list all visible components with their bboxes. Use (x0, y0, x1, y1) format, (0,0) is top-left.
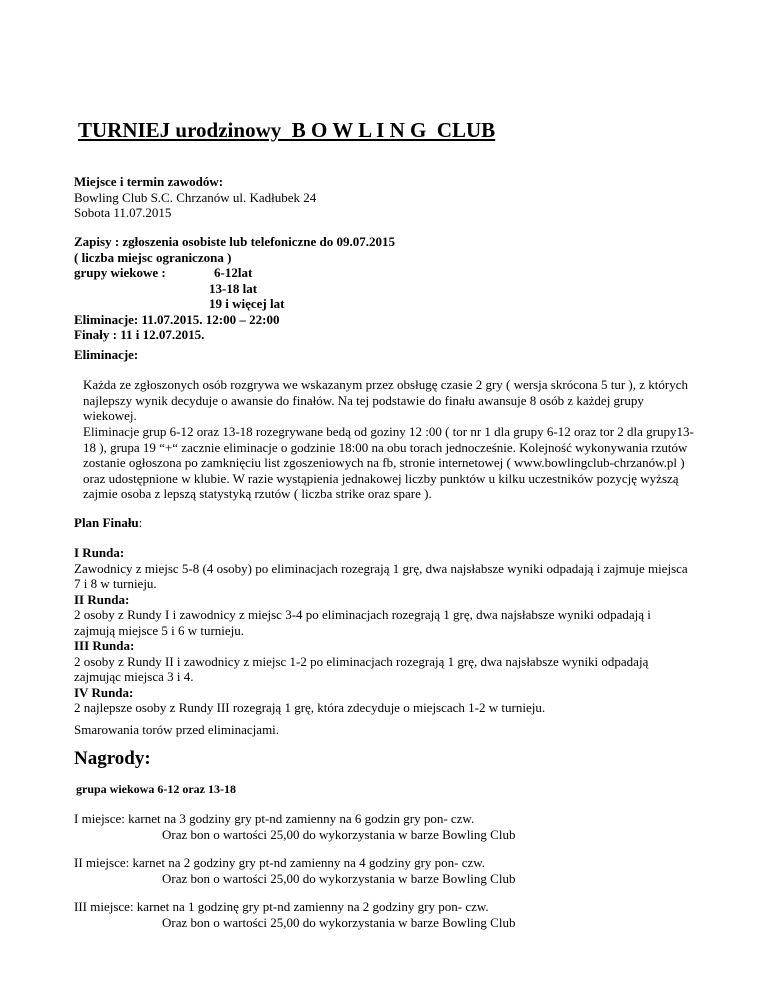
eliminations-body-2 (74, 424, 694, 502)
eliminations-paragraph-1: Każda ze zgłoszonych osób rozgrywa we wskazanym przez obsługę czasie 2 gry ( wersja skrócona 5 tur ), z których najlepszy wynik decyduje o awansie do finałów. Na tej podstawie do finału awansuje 8 osób z każdej grupy wiekowej. (83, 377, 688, 423)
registration-section (74, 234, 694, 343)
age-group-2: 13-18 lat (209, 280, 258, 296)
age-group-3: 19 i więcej lat (209, 296, 285, 311)
prize-2-sub: Oraz bon o wartości 25,00 do wykorzystania w barze Bowling Club (162, 870, 516, 886)
final-plan-heading (74, 515, 694, 531)
prize-3-main: III miejsce: karnet na 1 godzinę gry pt-nd zamienny na 2 godziny gry pon- czw. (74, 899, 489, 914)
page-title: TURNIEJ urodzinowy B O W L I N G CLUB (78, 118, 496, 142)
registration-limit: ( liczba miejsc ograniczona ) (74, 249, 232, 265)
prize-2-main: II miejsce: karnet na 2 godziny gry pt-nd zamienny na 4 godziny gry pon- czw. (74, 855, 486, 870)
prizes-group (74, 782, 694, 798)
final-rounds (74, 545, 694, 716)
prizes-heading: Nagrody: (74, 748, 151, 769)
round-2-label: II Runda: (74, 591, 130, 607)
prize-1-main: I miejsce: karnet na 3 godziny gry pt-nd zamienny na 6 godzin gry pon- czw. (74, 811, 475, 826)
prizes-section (74, 747, 694, 771)
registration-line: Zapisy : zgłoszenia osobiste lub telefoniczne do 09.07.2015 (74, 234, 396, 249)
prize-3 (74, 899, 694, 930)
final-plan-heading-colon: : (138, 515, 143, 530)
venue-address: Bowling Club S.C. Chrzanów ul. Kadłubek 24 (74, 189, 317, 205)
eliminations-section (74, 347, 694, 363)
eliminations-date: Eliminacje: 11.07.2015. 12:00 – 22:00 (74, 311, 280, 327)
prize-3-sub: Oraz bon o wartości 25,00 do wykorzystania w barze Bowling Club (162, 914, 516, 930)
final-plan-section (74, 515, 694, 531)
round-1-text: Zawodnicy z miejsc 5-8 (4 osoby) po eliminacjach rozegrają 1 grę, dwa najsłabsze wyniki odpadają i zajmuje miejsca 7 i 8 w turnieju. (74, 560, 688, 591)
final-plan-heading-text: Plan Finału (74, 515, 139, 530)
venue-date: Sobota 11.07.2015 (74, 205, 172, 220)
round-3-label: III Runda: (74, 638, 135, 653)
venue-heading: Miejsce i termin zawodów: (74, 174, 224, 189)
eliminations-paragraph-2: Eliminacje grup 6-12 oraz 13-18 rozegrywane bedą od goziny 12 :00 ( tor nr 1 dla grupy 6-12 oraz tor 2 dla grupy13-18 ), grupa 19 “+“ zacznie eliminacje o godzinie 18:00 na obu torach jednocześnie. Kolejność wykonywania rzutów zostanie ogłoszona po zamknięciu list zgoszeniowych na fb, stronie internetowej ( www.bowlingclub-chrzanów.pl ) oraz udostępnione w klubie. W razie wystąpienia jednakowej liczby punktów u kilku uczestników pozycję wyższą zajmie osoba z lepszą statystyką rzutów ( liczba strike oraz spare ). (83, 424, 694, 501)
venue-section (74, 174, 694, 221)
round-3-text: 2 osoby z Rundy II i zawodnicy z miejsc 1-2 po eliminacjach rozegrają 1 grę, dwa najsłabsze wyniki odpadają zajmując miejsca 3 i 4. (74, 653, 649, 684)
lane-note (74, 722, 694, 738)
round-1-label: I Runda: (74, 545, 125, 560)
round-4-label: IV Runda: (74, 684, 134, 700)
round-4-text: 2 najlepsze osoby z Rundy III rozegrają 1 grę, która zdecyduje o miejscach 1-2 w turnieju. (74, 700, 546, 715)
age-groups-label: grupy wiekowe : (74, 265, 166, 280)
prize-1 (74, 811, 694, 842)
age-group-1: 6-12lat (214, 265, 253, 280)
lane-note-text: Smarowania torów przed eliminacjami. (74, 722, 280, 737)
eliminations-body (74, 377, 694, 424)
eliminations-heading: Eliminacje: (74, 347, 139, 362)
age-groups-row (74, 265, 694, 281)
prizes-group-label: grupa wiekowa 6-12 oraz 13-18 (76, 782, 236, 796)
finals-date: Finały : 11 i 12.07.2015. (74, 327, 205, 342)
prize-2 (74, 855, 694, 886)
prize-1-sub: Oraz bon o wartości 25,00 do wykorzystania w barze Bowling Club (162, 826, 516, 842)
round-2-text: 2 osoby z Rundy I i zawodnicy z miejsc 3-4 po eliminacjach rozegrają 1 grę, dwa najsłabsze wyniki odpadają i zajmują miejsce 5 i 6 w turnieju. (74, 607, 651, 638)
